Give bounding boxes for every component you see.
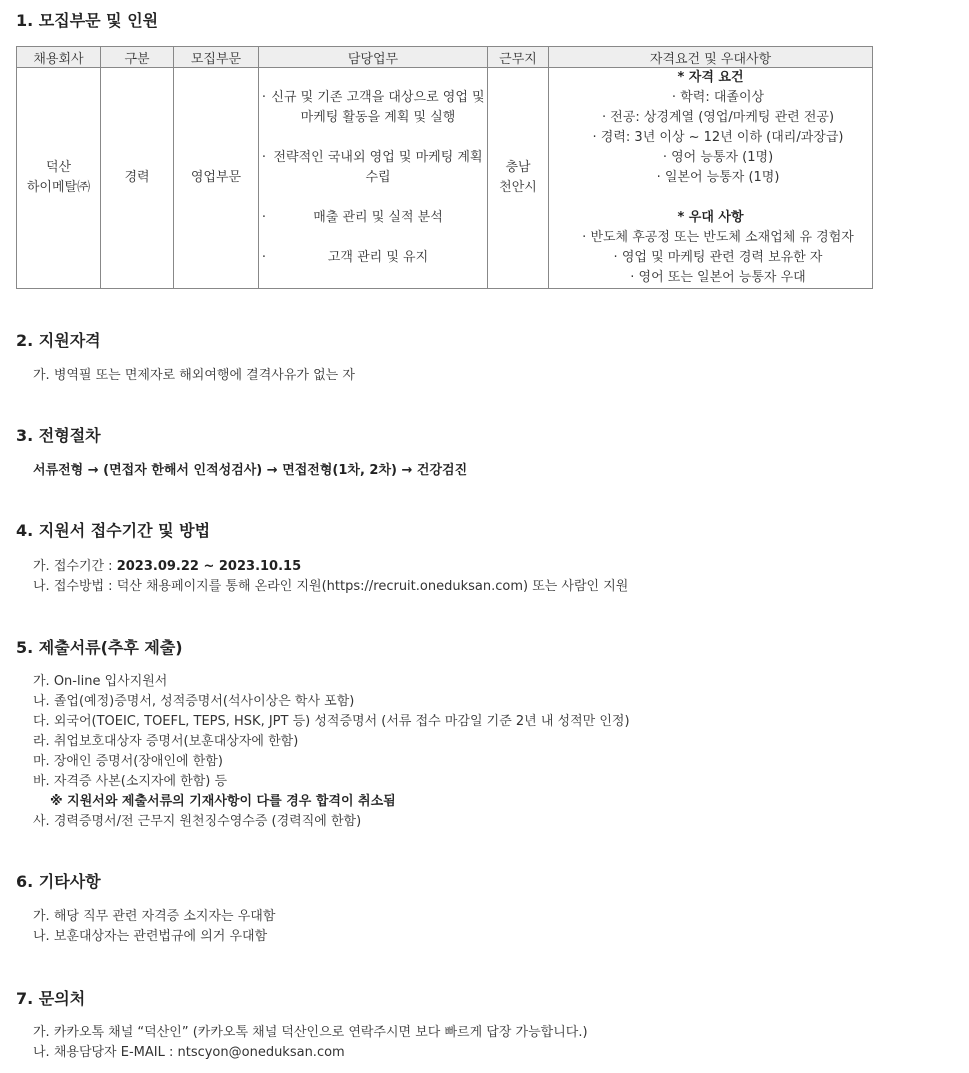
document-item: 바. 자격증 사본(소지자에 한함) 등 [33, 774, 228, 789]
qualification-text: 영어 능통자 (1명) [671, 150, 774, 165]
header-department: 모집부문 [174, 47, 259, 68]
qualification-item [549, 108, 872, 128]
application-period [33, 557, 301, 577]
bullet-dot: · [592, 130, 597, 145]
application-method: 나. 접수방법 : 덕산 채용페이지를 통해 온라인 지원(https://recruit.oneduksan.com) 또는 사람인 지원 [33, 579, 629, 594]
location-line1: 충남 [505, 160, 531, 175]
duty-text: 매출 관리 및 실적 분석 [313, 210, 443, 225]
eligibility-item: 가. 병역필 또는 면제자로 해외여행에 결격사유가 없는 자 [33, 368, 355, 383]
duty-text: 고객 관리 및 유지 [327, 250, 429, 265]
document-item: 사. 경력증명서/전 근무지 원천징수영수증 (경력직에 한함) [33, 814, 362, 829]
period-label: 가. 접수기간 : [33, 559, 117, 574]
period-value: 2023.09.22 ~ 2023.10.15 [116, 559, 302, 574]
bullet-dot: · [662, 150, 667, 165]
other-item: 가. 해당 직무 관련 자격증 소지자는 우대함 [33, 909, 276, 924]
qualification-text: 경력: 3년 이상 ~ 12년 이하 (대리/과장급) [600, 130, 844, 145]
header-duties: 담당업무 [259, 47, 488, 68]
duty-item [259, 248, 487, 268]
section-title-other: 6. 기타사항 [16, 872, 101, 891]
preferred-item [549, 248, 872, 268]
bullet-dot: · [656, 170, 661, 185]
duty-item [259, 208, 487, 228]
section-title-contact: 7. 문의처 [16, 989, 86, 1008]
qualification-text: 일본어 능통자 (1명) [664, 170, 780, 185]
selection-process: 서류전형 → (면접자 한해서 인적성검사) → 면접전형(1차, 2차) → 건강검진 [33, 463, 468, 478]
table-header-row [17, 47, 873, 68]
section-title-process: 3. 전형절차 [16, 426, 101, 445]
section-title-positions: 1. 모집부문 및 인원 [16, 11, 159, 30]
header-qualifications: 자격요건 및 우대사항 [549, 47, 873, 68]
document-item: 마. 장애인 증명서(장애인에 한함) [33, 754, 223, 769]
duty-item [259, 88, 487, 128]
duty-text: 신규 및 기존 고객을 대상으로 영업 및 마케팅 활동을 계획 및 실행 [271, 90, 485, 125]
recruitment-table [16, 46, 873, 289]
contact-item: 가. 카카오톡 채널 “덕산인” (카카오톡 채널 덕산인으로 연락주시면 보다 빠르게 답장 가능합니다.) [33, 1025, 588, 1040]
header-type: 구분 [101, 47, 174, 68]
header-company: 채용회사 [17, 47, 101, 68]
bullet-dot: · [582, 230, 587, 245]
qualification-text: 전공: 상경계열 (영업/마케팅 관련 전공) [610, 110, 835, 125]
cell-department: 영업부문 [174, 68, 259, 289]
preferred-item [549, 228, 872, 248]
bullet-dot: · [261, 210, 267, 225]
header-location: 근무지 [488, 47, 549, 68]
cell-type: 경력 [101, 68, 174, 289]
qualification-text: 학력: 대졸이상 [680, 90, 765, 105]
qualification-item [549, 148, 872, 168]
qualification-item [549, 168, 872, 188]
preferred-text: 영어 또는 일본어 능통자 우대 [638, 270, 806, 285]
bullet-dot: · [613, 250, 618, 265]
spacer [549, 188, 872, 208]
preferred-title: * 우대 사항 [677, 210, 744, 225]
company-name-line2: 하이메탈㈜ [26, 180, 91, 195]
company-name-line1: 덕산 [45, 160, 72, 175]
qualifications-title: * 자격 요건 [677, 70, 744, 85]
qualification-item [549, 128, 872, 148]
bullet-dot: · [630, 270, 635, 285]
cell-qualifications [549, 68, 873, 289]
bullet-dot: · [261, 250, 267, 265]
cell-company [17, 68, 101, 289]
bullet-dot: · [261, 150, 267, 165]
duty-item [259, 148, 487, 188]
document-item: 라. 취업보호대상자 증명서(보훈대상자에 한함) [33, 734, 299, 749]
bullet-dot: · [601, 110, 607, 125]
duty-text: 전략적인 국내외 영업 및 마케팅 계획 수립 [273, 150, 483, 185]
document-item: 다. 외국어(TOEIC, TOEFL, TEPS, HSK, JPT 등) 성적증명서 (서류 접수 마감일 기준 2년 내 성적만 인정) [33, 714, 630, 729]
section-title-eligibility: 2. 지원자격 [16, 331, 101, 350]
section-title-application: 4. 지원서 접수기간 및 방법 [16, 521, 211, 540]
bullet-dot: · [671, 90, 677, 105]
table-row [17, 68, 873, 289]
document-item: 가. On-line 입사지원서 [33, 674, 168, 689]
preferred-item [549, 268, 872, 288]
document-item: 나. 졸업(예정)증명서, 성적증명서(석사이상은 학사 포함) [33, 694, 355, 709]
documents-warning-note: ※ 지원서와 제출서류의 기재사항이 다를 경우 합격이 취소됨 [50, 794, 396, 809]
qualification-item [549, 88, 872, 108]
section-title-documents: 5. 제출서류(추후 제출) [16, 638, 183, 657]
other-item: 나. 보훈대상자는 관련법규에 의거 우대함 [33, 929, 268, 944]
preferred-text: 영업 및 마케팅 관련 경력 보유한 자 [621, 250, 823, 265]
preferred-text: 반도체 후공정 또는 반도체 소재업체 유 경험자 [590, 230, 854, 245]
bullet-dot: · [261, 90, 267, 105]
contact-item: 나. 채용담당자 E-MAIL : ntscyon@oneduksan.com [33, 1045, 345, 1060]
location-line2: 천안시 [499, 180, 537, 195]
cell-location [488, 68, 549, 289]
cell-duties [259, 68, 488, 289]
